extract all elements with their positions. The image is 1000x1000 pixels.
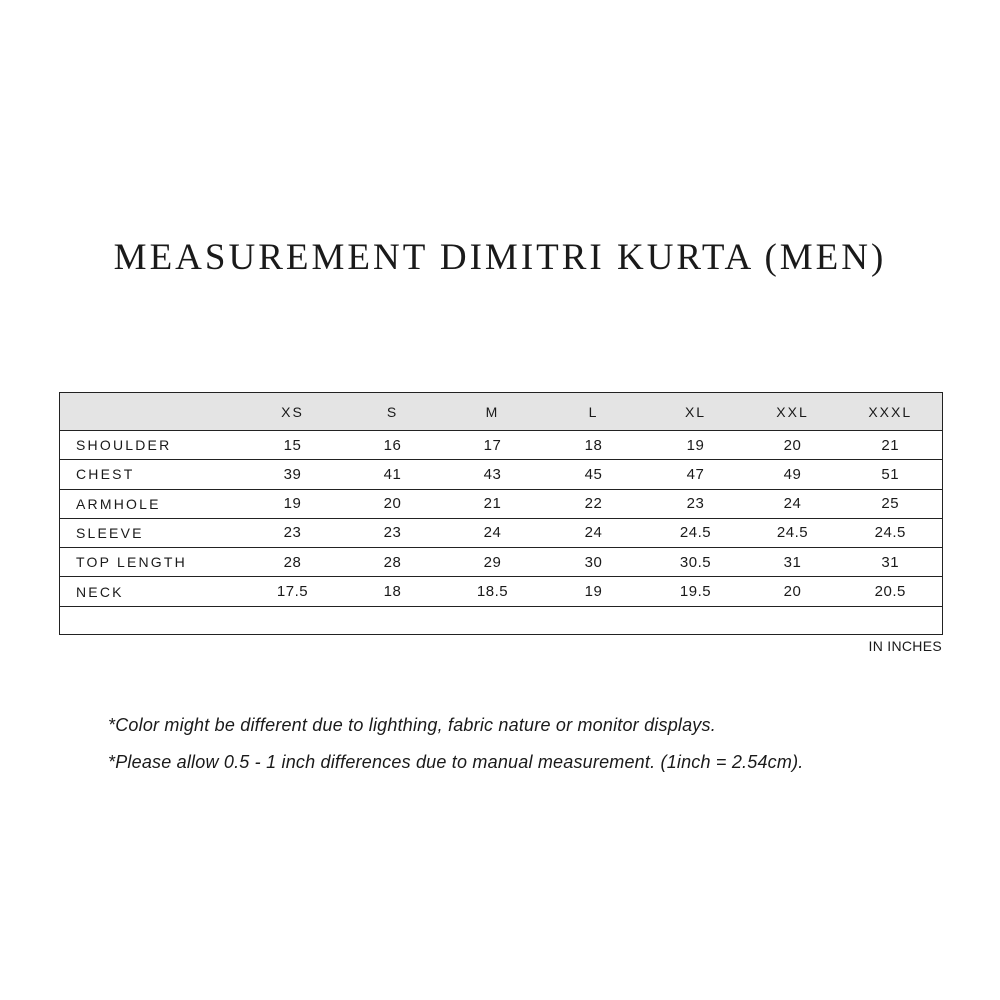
header-size-xxl: XXL	[776, 403, 809, 420]
size-chart-table	[59, 392, 943, 635]
table-cell: 15	[283, 436, 302, 454]
table-cell: 47	[686, 465, 705, 483]
header-size-xxxl: XXXL	[868, 403, 913, 420]
table-cell: 43	[483, 465, 502, 483]
table-cell: 20	[783, 583, 802, 601]
footnote-color: *Color might be different due to lighthing, fabric nature or monitor displays.	[108, 715, 716, 735]
table-cell: 51	[881, 465, 900, 483]
footnote-measurement: *Please allow 0.5 - 1 inch differences due to manual measurement. (1inch = 2.54cm).	[108, 752, 804, 772]
header-size-m: M	[485, 403, 500, 420]
table-cell: 21	[483, 495, 502, 513]
table-row-shoulder	[60, 431, 943, 460]
table-cell: 24.5	[874, 524, 906, 542]
table-cell: 20	[383, 495, 402, 513]
table-cell: 24.5	[679, 524, 712, 542]
table-cell: 21	[881, 436, 900, 454]
table-cell: 24	[783, 495, 802, 513]
table-cell: 17.5	[276, 583, 309, 601]
header-size-xs: XS	[281, 403, 304, 420]
table-cell: 24.5	[776, 524, 809, 542]
table-row-armhole	[60, 489, 943, 518]
page-title: MEASUREMENT DIMITRI KURTA (MEN)	[113, 237, 887, 278]
table-cell: 19	[283, 495, 302, 513]
table-header-row	[60, 393, 943, 431]
table-cell: 19	[584, 583, 603, 601]
table-cell: 16	[383, 436, 402, 454]
table-cell: 23	[383, 524, 402, 542]
table-cell: 20	[783, 436, 802, 454]
table-cell: 28	[283, 553, 302, 571]
table-cell: 49	[783, 465, 802, 483]
table-cell: 18	[383, 583, 402, 601]
table-cell: 41	[383, 465, 402, 483]
table-cell: 28	[383, 553, 402, 571]
table-cell: 29	[483, 553, 502, 571]
table-cell: 24	[483, 524, 502, 542]
table-cell: 30	[584, 553, 603, 571]
table-cell: 39	[283, 465, 302, 483]
row-label: CHEST	[76, 466, 135, 483]
header-size-s: S	[386, 403, 399, 420]
table-row-empty	[60, 606, 943, 634]
table-cell: 45	[584, 465, 603, 483]
row-label: NECK	[76, 583, 124, 600]
table-cell: 31	[881, 553, 900, 571]
header-size-l: L	[588, 403, 599, 420]
table-cell: 19.5	[679, 583, 712, 601]
table-row-top-length	[60, 548, 943, 577]
table-cell: 19	[686, 436, 705, 454]
table-cell: 18	[584, 436, 603, 454]
row-label: SLEEVE	[76, 524, 144, 541]
table-cell: 31	[783, 553, 802, 571]
table-cell: 20.5	[874, 583, 906, 601]
table-cell: 25	[881, 495, 900, 513]
table-cell: 23	[686, 495, 705, 513]
table-cell: 30.5	[679, 553, 712, 571]
header-size-xl: XL	[684, 403, 707, 420]
table-row-sleeve	[60, 518, 943, 547]
table-row-neck	[60, 577, 943, 606]
table-cell: 23	[283, 524, 302, 542]
table-cell: 18.5	[476, 583, 509, 601]
row-label: SHOULDER	[76, 437, 172, 454]
table-row-chest	[60, 460, 943, 489]
unit-note: IN INCHES	[868, 638, 942, 654]
header-corner	[60, 393, 243, 431]
row-label: TOP LENGTH	[76, 554, 187, 571]
table-cell: 22	[584, 495, 603, 513]
empty-cell	[60, 606, 943, 634]
row-label: ARMHOLE	[76, 495, 161, 512]
table-cell: 17	[483, 436, 502, 454]
table-cell: 24	[584, 524, 603, 542]
